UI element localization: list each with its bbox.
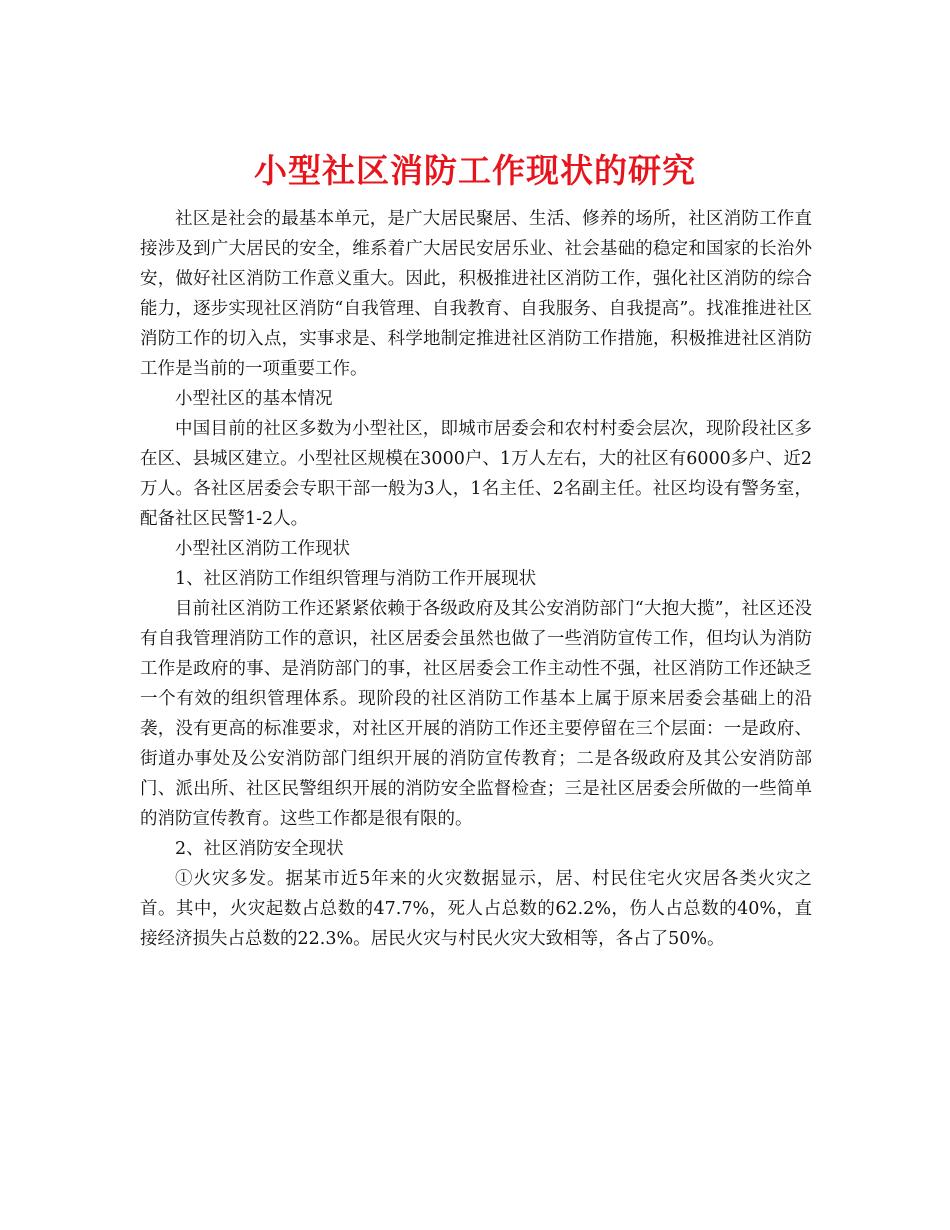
subsection-heading-organization: 1、社区消防工作组织管理与消防工作开展现状 [175,569,537,589]
section-heading-basic-situation: 小型社区的基本情况 [175,389,333,409]
document-title: 小型社区消防工作现状的研究 [254,151,696,191]
fire-frequency-paragraph: ①火灾多发。据某市近5年来的火灾数据显示，居、村民住宅火灾居各类火灾之首。其中，火灾起数占总数的47.7%，死人占总数的62.2%，伤人占总数的40%，直接经济损失占总数的22.3%。居民火灾与村民火灾大致相等，各占了50%。 [140,869,812,949]
subsection-heading-safety: 2、社区消防安全现状 [175,839,344,859]
section-heading-current-status: 小型社区消防工作现状 [175,539,350,559]
intro-paragraph: 社区是社会的最基本单元，是广大居民聚居、生活、修养的场所，社区消防工作直接涉及到广大居民的安全，维系着广大居民安居乐业、社会基础的稳定和国家的长治外安，做好社区消防工作意义重大。因此，积极推进社区消防工作，强化社区消防的综合能力，逐步实现社区消防“自我管理、自我教育、自我服务、自我提高”。找准推进社区消防工作的切入点，实事求是、科学地制定推进社区消防工作措施，积极推进社区消防工作是当前的一项重要工作。 [140,209,812,379]
basic-situation-paragraph: 中国目前的社区多数为小型社区，即城市居委会和农村村委会层次，现阶段社区多在区、县城区建立。小型社区规模在3000户、1万人左右，大的社区有6000多户、近2万人。各社区居委会专职干部一般为3人，1名主任、2名副主任。社区均设有警务室，配备社区民警1-2人。 [140,419,812,529]
organization-paragraph: 目前社区消防工作还紧紧依赖于各级政府及其公安消防部门“大抱大揽”，社区还没有自我管理消防工作的意识，社区居委会虽然也做了一些消防宣传工作，但均认为消防工作是政府的事、是消防部门的事，社区居委会工作主动性不强，社区消防工作还缺乏一个有效的组织管理体系。现阶段的社区消防工作基本上属于原来居委会基础上的沿袭，没有更高的标准要求，对社区开展的消防工作还主要停留在三个层面：一是政府、街道办事处及公安消防部门组织开展的消防宣传教育；二是各级政府及其公安消防部门、派出所、社区民警组织开展的消防安全监督检查；三是社区居委会所做的一些简单的消防宣传教育。这些工作都是很有限的。 [140,599,812,829]
document-body [140,204,812,954]
